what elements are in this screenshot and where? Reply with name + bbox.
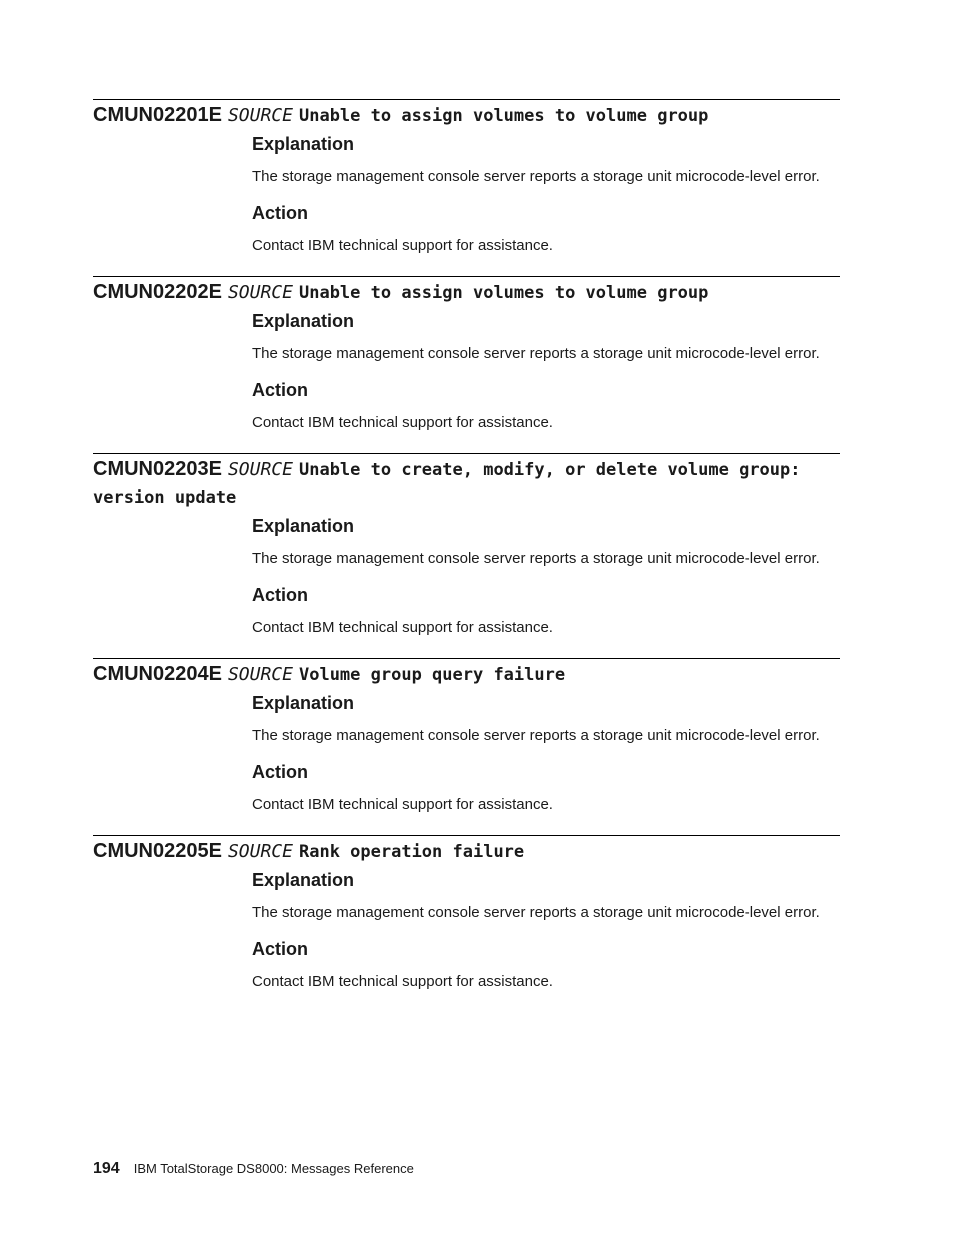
action-text: Contact IBM technical support for assistance. [252, 619, 553, 636]
explanation-text: The storage management console server reports a storage unit microcode-level error. [252, 904, 820, 921]
message-id: CMUN02201E [93, 104, 222, 126]
explanation-heading: Explanation [252, 311, 355, 331]
explanation-heading: Explanation [252, 693, 355, 713]
explanation-text: The storage management console server reports a storage unit microcode-level error. [252, 168, 820, 185]
message-id: CMUN02202E [93, 281, 222, 303]
message-id: CMUN02203E [93, 458, 222, 480]
message-heading [93, 102, 840, 130]
explanation-text: The storage management console server reports a storage unit microcode-level error. [252, 345, 820, 362]
document-page [93, 99, 840, 1012]
message-source: SOURCE [227, 105, 293, 126]
message-id: CMUN02204E [93, 663, 222, 685]
message-source: SOURCE [227, 841, 293, 862]
page-footer [93, 1160, 414, 1178]
action-heading: Action [252, 939, 308, 959]
message-heading [93, 456, 840, 512]
explanation-text: The storage management console server reports a storage unit microcode-level error. [252, 727, 820, 744]
action-text: Contact IBM technical support for assistance. [252, 237, 553, 254]
explanation-heading: Explanation [252, 516, 355, 536]
action-text: Contact IBM technical support for assistance. [252, 796, 553, 813]
action-heading: Action [252, 762, 308, 782]
message-entry [93, 835, 840, 1012]
message-entry [93, 276, 840, 453]
message-text: Unable to assign volumes to volume group [298, 283, 709, 303]
explanation-text: The storage management console server reports a storage unit microcode-level error. [252, 550, 820, 567]
explanation-heading: Explanation [252, 870, 355, 890]
page-number: 194 [93, 1160, 120, 1177]
message-id: CMUN02205E [93, 840, 222, 862]
message-body [252, 307, 840, 453]
message-body [252, 866, 840, 1012]
message-entry [93, 658, 840, 835]
message-text: Unable to create, modify, or delete volume group: version update [93, 460, 801, 508]
action-heading: Action [252, 380, 308, 400]
message-text: Unable to assign volumes to volume group [298, 106, 709, 126]
action-heading: Action [252, 203, 308, 223]
message-entry [93, 453, 840, 658]
message-body [252, 130, 840, 276]
action-text: Contact IBM technical support for assistance. [252, 414, 553, 431]
message-entry [93, 99, 840, 276]
message-body [252, 689, 840, 835]
explanation-heading: Explanation [252, 134, 355, 154]
message-source: SOURCE [227, 282, 293, 303]
message-source: SOURCE [227, 459, 293, 480]
action-heading: Action [252, 585, 308, 605]
action-text: Contact IBM technical support for assistance. [252, 973, 553, 990]
footer-title: IBM TotalStorage DS8000: Messages Reference [133, 1161, 414, 1176]
message-text: Rank operation failure [298, 842, 525, 862]
message-heading [93, 279, 840, 307]
message-body [252, 512, 840, 658]
message-heading [93, 838, 840, 866]
message-text: Volume group query failure [298, 665, 566, 685]
message-source: SOURCE [227, 664, 293, 685]
message-heading [93, 661, 840, 689]
